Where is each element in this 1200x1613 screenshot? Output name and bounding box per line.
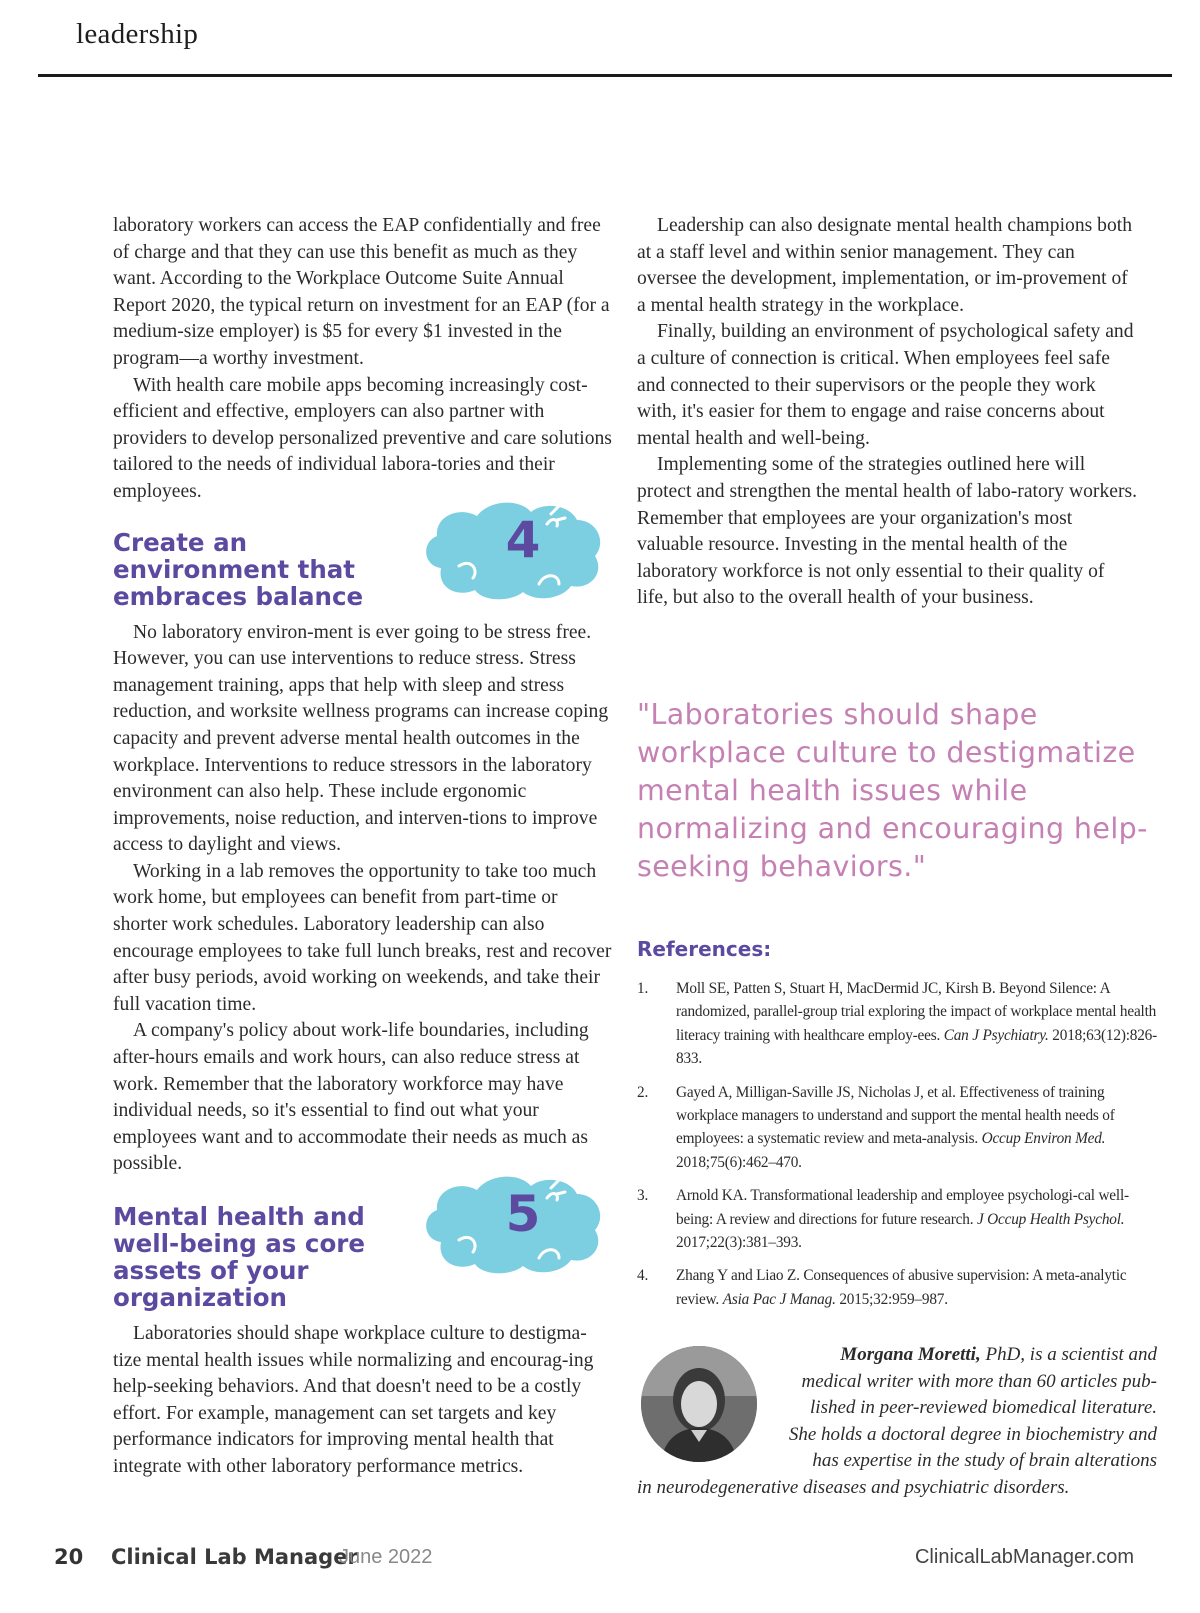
reference-text: Gayed A, Milligan-Saville JS, Nicholas J, et al. Effectiveness of training workplace managers to understand and support the mental health needs of employees: a systematic review and meta-analysis. xyxy=(676,1083,1115,1148)
reference-text: Moll SE, Patten S, Stuart H, MacDermid JC, Kirsh B. Beyond Silence: A randomized, parallel-group trial exploring the impact of workplace mental health literacy training with healthcare employ-ees. xyxy=(676,980,1157,1044)
section-5-heading: Mental health and well-being as core assets of your organization xyxy=(113,1202,365,1312)
left-column xyxy=(113,213,613,1481)
reference-citation: 2018;75(6):462–470. xyxy=(676,1153,802,1171)
reference-journal: Asia Pac J Manag. xyxy=(722,1290,836,1308)
reference-text: Arnold KA. Transformational leadership and employee psychologi-cal well-being: A review and directions for future research. xyxy=(676,1187,1129,1228)
body-paragraph: laboratory workers can access the EAP confidentially and free of charge and that they can use this benefit as much as they want. According to the Workplace Outcome Suite Annual Report 2020, the typical return on investment for an EAP (for a medium-size employer) is $5 for every $1 invested in the program—a worthy investment. xyxy=(113,215,610,369)
reference-number: 4. xyxy=(637,1267,649,1285)
section-4-heading: Create an environment that embraces balance xyxy=(113,527,364,611)
reference-journal: J Occup Health Psychol. xyxy=(976,1210,1125,1228)
bio-line: medical writer with more than 60 articles pub- xyxy=(801,1370,1157,1392)
bio-line: in neurodegenerative diseases and psychiatric disorders. xyxy=(637,1476,1070,1498)
website-link[interactable]: ClinicalLabManager.com xyxy=(914,1546,1134,1568)
reference-number: 2. xyxy=(637,1083,649,1101)
body-paragraph: No laboratory environ-ment is ever going to be stress free. However, you can use interventions to reduce stress. Stress management training, apps that help with sleep and stress reduction, and worksite wellness programs can increase coping capacity and prevent adverse mental health outcomes in the workplace. Interventions to reduce stressors in the laboratory environment can also help. These include ergonomic improvements, noise reduction, and interven-tions to improve access to daylight and views. xyxy=(113,621,609,856)
reference-citation: 2018;63(12):826-833. xyxy=(676,1026,1158,1068)
author-bio-text xyxy=(637,1342,1157,1502)
cloud-5-icon xyxy=(419,1172,605,1276)
reference-number: 3. xyxy=(637,1187,649,1205)
section-label: leadership xyxy=(76,18,199,50)
body-paragraph: With health care mobile apps becoming increasingly cost-efficient and effective, employers can also partner with providers to develop personalized preventive and care solutions tailored to the needs of individual labora-tories and their employees. xyxy=(113,374,612,502)
right-column xyxy=(637,213,1137,612)
reference-item xyxy=(637,977,1157,1071)
issue-date: June 2022 xyxy=(339,1546,433,1568)
footer xyxy=(54,1545,1134,1575)
body-paragraph: Leadership can also designate mental health champions both at a staff level and within senior management. They can oversee the development, implementation, or im-provement of a mental health strategy in the workplace. xyxy=(637,215,1132,316)
bio-line: lished in peer-reviewed biomedical literature. xyxy=(810,1397,1157,1419)
reference-journal: Can J Psychiatry. xyxy=(943,1026,1049,1044)
magazine-title: Clinical Lab Manager xyxy=(111,1545,358,1569)
body-paragraph: Implementing some of the strategies outlined here will protect and strengthen the mental health of labo-ratory workers. Remember that employees are your organization's most valuable resource. Investing in the mental health of the laboratory workforce is not only essential to their quality of life, but also to the overall health of your business. xyxy=(637,454,1138,609)
author-name: Morgana Moretti, xyxy=(840,1344,981,1365)
reference-item xyxy=(637,1081,1157,1175)
body-paragraph: A company's policy about work-life boundaries, including after-hours emails and work hours, can also reduce stress at work. Remember that the laboratory workforce may have individual needs, so it's essential to find out what your employees want and to accommodate their needs as much as possible. xyxy=(113,1020,589,1175)
body-paragraph: Finally, building an environment of psychological safety and a culture of connection is critical. When employees feel safe and connected to their supervisors or the people they work with, it's easier for them to engage and raise concerns about mental health and well-being. xyxy=(637,321,1134,449)
reference-text: Zhang Y and Liao Z. Consequences of abusive supervision: A meta-analytic review. xyxy=(676,1267,1127,1308)
header-rule xyxy=(38,74,1172,77)
body-paragraph: Laboratories should shape workplace culture to destigma-tize mental health issues while normalizing and encourag-ing help-seeking behaviors. And that doesn't need to be a costly effort. For example, management can set targets and key performance indicators for improving mental health that integrate with other laboratory performance metrics. xyxy=(113,1323,594,1477)
reference-item xyxy=(637,1184,1157,1254)
bio-line: has expertise in the study of brain alterations xyxy=(812,1450,1157,1472)
references-title: References: xyxy=(637,937,772,961)
section-5-number: 5 xyxy=(505,1185,541,1243)
bio-line: She holds a doctoral degree in biochemistry and xyxy=(788,1423,1157,1445)
reference-number: 1. xyxy=(637,980,649,997)
body-paragraph: Working in a lab removes the opportunity to take too much work home, but employees can benefit from part-time or shorter work schedules. Laboratory leadership can also encourage employees to take full lunch breaks, rest and recover after busy periods, avoid working on weekends, and take their full vacation time. xyxy=(113,860,612,1015)
bio-line: PhD, is a scientist and xyxy=(980,1344,1157,1365)
cloud-4-icon xyxy=(419,498,605,602)
reference-item xyxy=(637,1264,1157,1311)
reference-citation: 2015;32:959–987. xyxy=(839,1290,948,1308)
reference-journal: Occup Environ Med. xyxy=(981,1130,1106,1148)
pull-quote: "Laboratories should shape workplace culture to destigmatize mental health issues while normalizing and encouraging help-seeking behaviors." xyxy=(637,698,1148,883)
section-4-heading-block xyxy=(113,510,613,620)
references xyxy=(637,937,1157,1321)
page-number: 20 xyxy=(54,1545,84,1569)
section-5-heading-block xyxy=(113,1185,613,1321)
section-4-number: 4 xyxy=(505,510,541,569)
reference-citation: 2017;22(3):381–393. xyxy=(676,1234,802,1252)
